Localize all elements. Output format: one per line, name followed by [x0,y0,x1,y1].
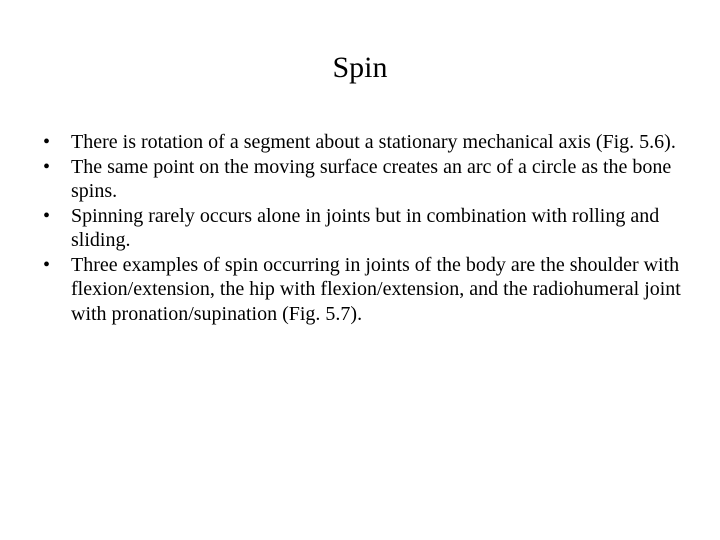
bullet-icon: • [43,204,51,227]
bullet-text: Spinning rarely occurs alone in joints but in combination with rolling and sliding. [71,204,660,251]
bullet-item [40,204,690,253]
bullet-item [40,130,690,155]
bullet-list [40,130,690,326]
bullet-icon: • [43,253,51,276]
bullet-icon: • [43,155,51,178]
bullet-text: There is rotation of a segment about a stationary mechanical axis (Fig. 5.6). [71,131,676,153]
bullet-text: Three examples of spin occurring in joints of the body are the shoulder with flexion/extension, the hip with flexion/extension, and the radiohumeral joint with pronation/supination (Fig. 5.7). [71,253,681,325]
bullet-item [40,253,690,327]
slide-title: Spin [332,51,388,84]
bullet-icon: • [43,131,51,153]
bullet-item [40,155,690,204]
bullet-text: The same point on the moving surface creates an arc of a circle as the bone spins. [71,155,672,202]
